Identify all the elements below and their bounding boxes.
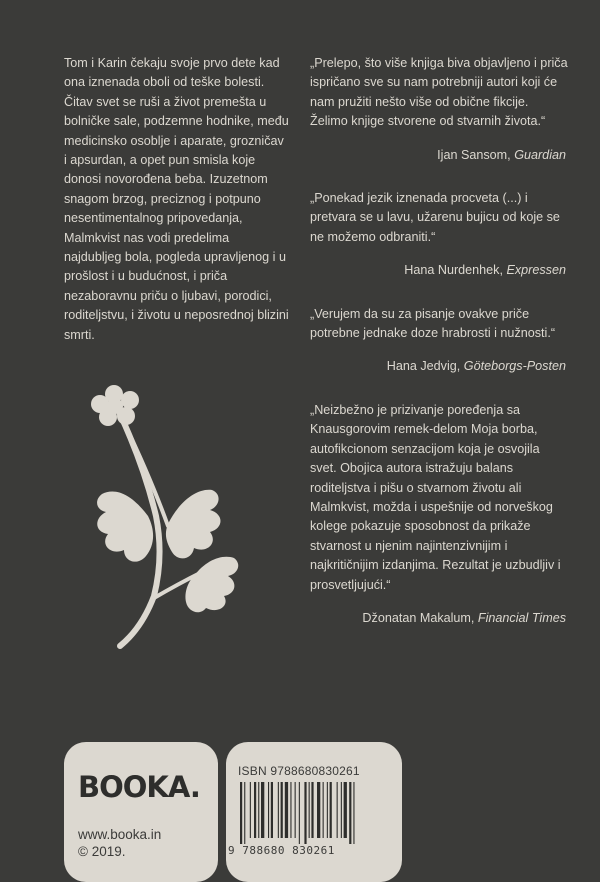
barcode-digits: 9 788680 830261 (228, 844, 335, 857)
quote-publication: Guardian (514, 147, 566, 162)
isbn-panel (226, 742, 402, 882)
quote-3 (310, 305, 568, 377)
quote-publication: Göteborgs-Posten (463, 359, 566, 374)
quote-4 (310, 401, 568, 628)
blurb-text: Tom i Karin čekaju svoje prvo dete kad ona iznenada oboli od teške bolesti. Čitav svet se ruši a život premešta u bolničke sale, podzemne hodnike, među medicinsko osoblje i aparate, grozničav i apsurdan, a opet pun smisla koje donosi novorođena beba. Izuzetnom snagom brzog, preciznog i potpuno nesentimentalnog pripovedanja, Malmkvist nas vodi predelima najdubljeg bola, pogleda upravljenog i u prošlost i u budućnost, i priča nezaboravnu priču o ljubavi, porodici, roditeljstvu, i životu u neposrednoj blizini smrti. (64, 56, 289, 342)
quote-author: Ijan Sansom, (437, 147, 511, 162)
quote-2 (310, 189, 568, 281)
quotes-column (310, 54, 568, 652)
flower-icon (84, 376, 244, 656)
quote-text: „Neizbežno je prizivanje poređenja sa Knausgorovim remek-delom Moja borba, autofikcionom senzacijom koja je osvojila svet. Obojica autora istražuju balans roditeljstva i pišu o stvarnom životu ali Malmkvist, možda i uspešnije od norveškog kolege pokazuje sposobnost da prikaže stvarnost u njenim najintenzivnijim i najkritičnijim izdanjima. Rezultat je uzbudljiv i prosvetljujući.“ (310, 402, 561, 592)
quote-author: Džonatan Makalum, (362, 610, 475, 625)
publisher-panel (64, 742, 218, 882)
publisher-website[interactable]: www.booka.in (78, 827, 162, 842)
isbn-label: ISBN 9788680830261 (238, 764, 360, 778)
quote-publication: Expressen (506, 263, 566, 278)
copyright-year: © 2019. (78, 844, 126, 859)
publisher-info (78, 826, 161, 860)
quote-text: „Ponekad jezik iznenada procveta (...) i pretvara se u lavu, užarenu bujicu od koje se ne možemo odbraniti.“ (310, 191, 560, 244)
quote-attribution (310, 146, 568, 165)
quote-text: „Verujem da su za pisanje ovakve priče potrebne jednake doze hrabrosti i nužnosti.“ (310, 306, 556, 341)
quote-author: Hana Jedvig, (386, 359, 461, 374)
quote-author: Hana Nurdenhek, (404, 263, 503, 278)
publisher-logo: BOOKA. (78, 770, 200, 804)
quote-1 (310, 54, 568, 165)
quote-text: „Prelepo, što više knjiga biva objavljeno i priča ispričano sve su nam potrebniji autori koji će nam pružiti nešto više od obične fikcije. Želimo knjige stvorene od stvarnih života.“ (310, 56, 568, 129)
quote-attribution (310, 609, 568, 628)
quote-attribution (310, 261, 568, 280)
quote-attribution (310, 357, 568, 376)
barcode-icon (238, 782, 388, 844)
quote-publication: Financial Times (477, 610, 566, 625)
